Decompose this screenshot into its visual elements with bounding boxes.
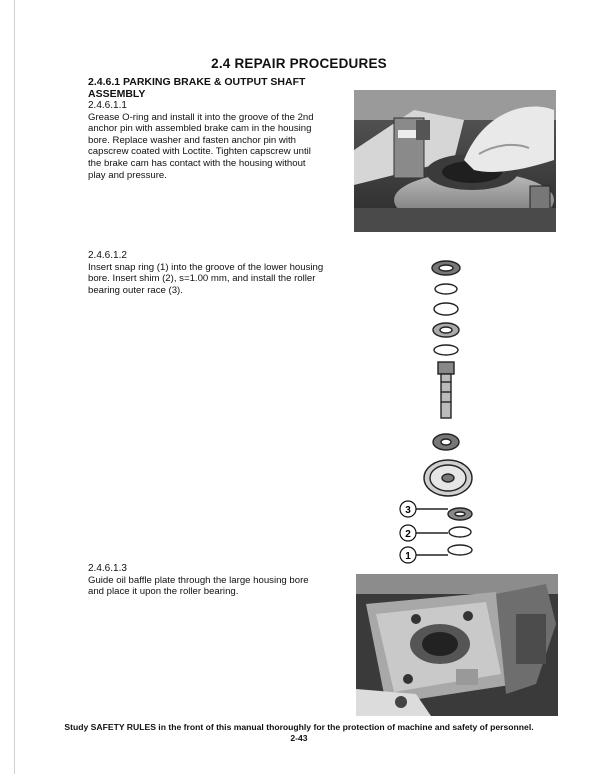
callout-2 [400, 525, 416, 541]
step-number: 2.4.6.1.1 [88, 100, 127, 111]
callout-label: 3 [405, 505, 411, 516]
anchor-pin-photo-drawing [354, 90, 556, 232]
step-heading: 2.4.6.1 PARKING BRAKE & OUTPUT SHAFT [88, 76, 306, 88]
step-text-line: Guide oil baffle plate through the large housing bore [88, 574, 309, 586]
step-text-line: capscrew coated with Loctite. Tighten capscrew until [88, 146, 311, 158]
step-text-line: bore. Insert shim (2), s=1.00 mm, and install the roller [88, 273, 316, 285]
step-2-4-6-1-3 [88, 563, 338, 598]
step-text-line: Insert snap ring (1) into the groove of the lower housing [88, 261, 324, 273]
exploded-parts-drawing [396, 252, 486, 568]
step-text-line: Grease O-ring and install it into the groove of the 2nd [88, 111, 314, 123]
section-title: 2.4 REPAIR PROCEDURES [211, 56, 387, 71]
step-number: 2.4.6.1.3 [88, 563, 127, 574]
step-heading-line-2: ASSEMBLY [88, 88, 146, 100]
page-edge-rule [14, 0, 15, 774]
step-text-line: the brake cam has contact with the housing without [88, 157, 306, 169]
step-number: 2.4.6.1.2 [88, 250, 127, 261]
step-text-line: bearing outer race (3). [88, 284, 183, 296]
step-2-4-6-1-1 [88, 76, 336, 181]
housing-photo-drawing [356, 574, 558, 716]
exploded-parts-diagram [396, 252, 486, 568]
step-text-line: and place it upon the roller bearing. [88, 586, 239, 598]
callout-1 [400, 547, 416, 563]
page-number: 2-43 [290, 733, 308, 743]
step-text-line: play and pressure. [88, 169, 167, 181]
callout-label: 2 [405, 529, 411, 540]
step-text-line: anchor pin with assembled brake cam in the housing [88, 123, 312, 135]
step-text-line: bore. Replace washer and fasten anchor pin with [88, 134, 296, 146]
safety-footer: Study SAFETY RULES in the front of this manual thoroughly for the protection of machine and safety of personnel. [64, 722, 534, 732]
step-2-4-6-1-2 [88, 250, 338, 296]
anchor-pin-photo [354, 90, 556, 232]
callout-3 [400, 501, 416, 517]
housing-photo [356, 574, 558, 716]
callout-label: 1 [405, 551, 411, 562]
